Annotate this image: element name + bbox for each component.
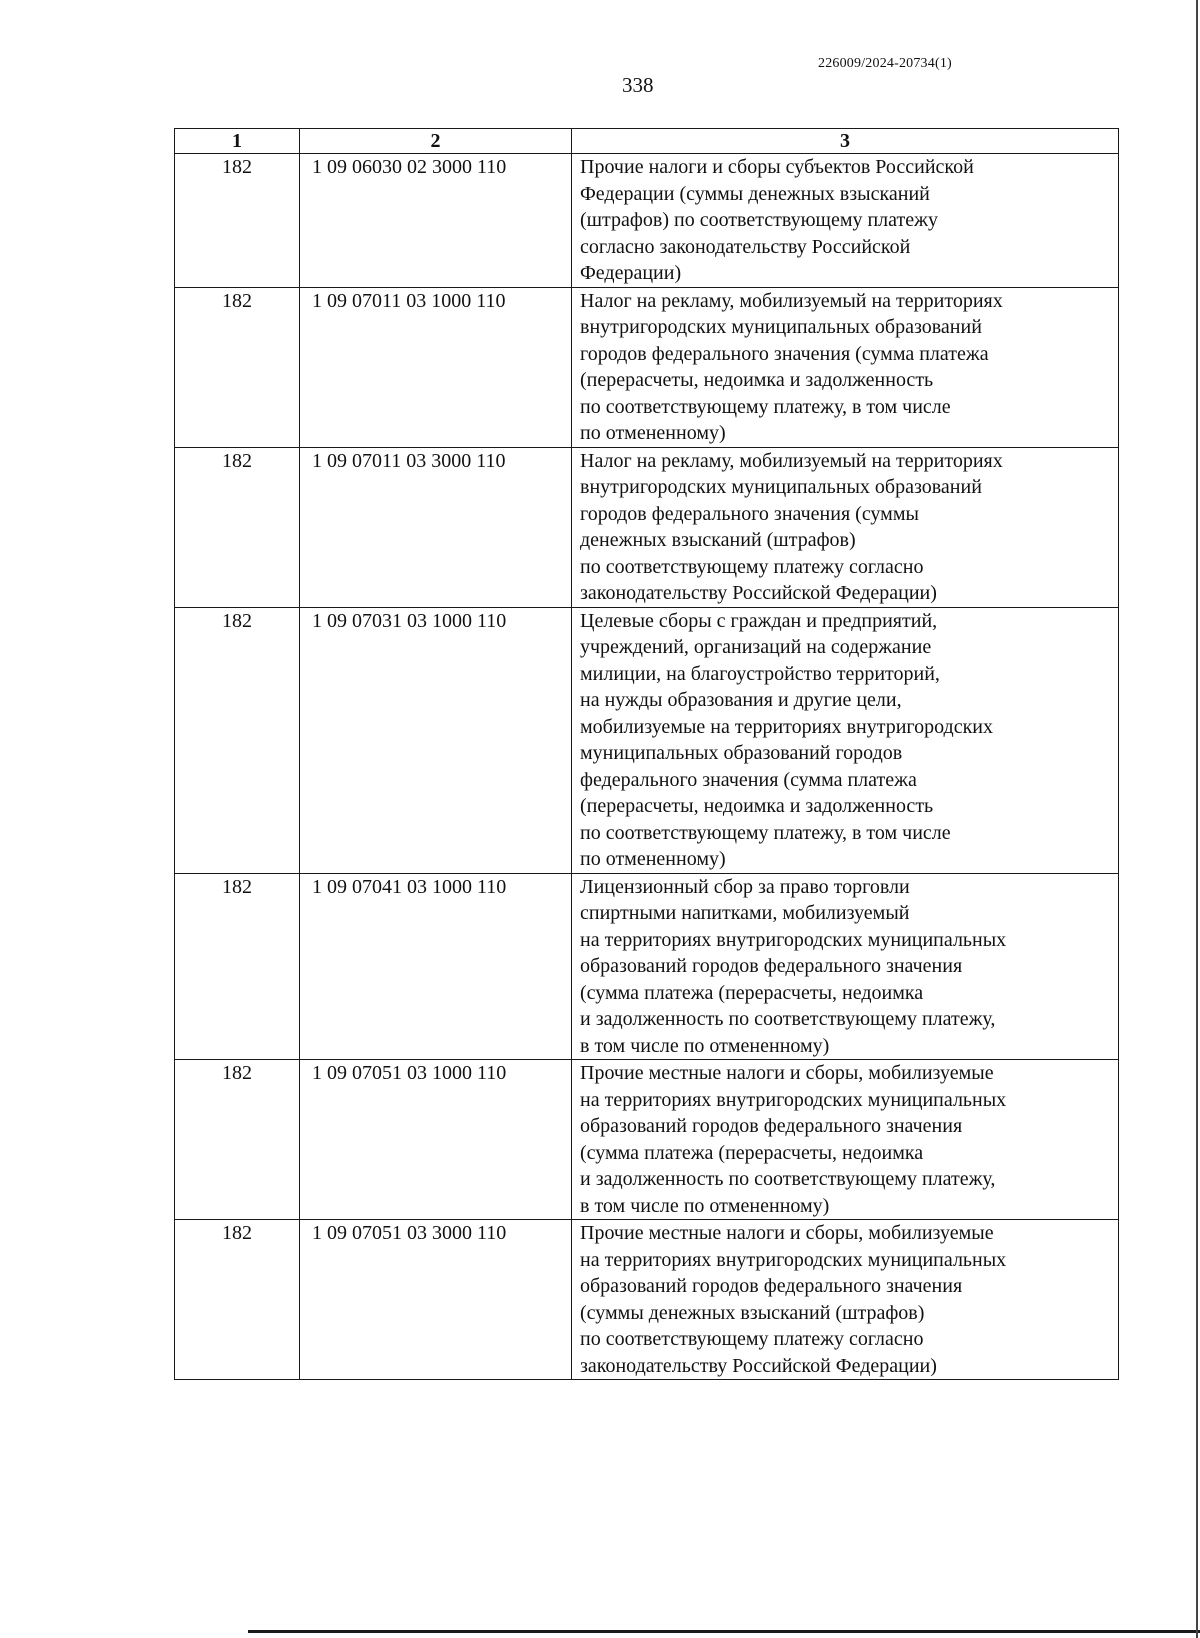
administrator-code-cell: 182 (175, 873, 300, 1060)
table-header-row (175, 129, 1119, 154)
column-header-3: 3 (572, 129, 1119, 154)
table-row (175, 607, 1119, 873)
budget-classification-code-cell: 1 09 07031 03 1000 110 (300, 607, 572, 873)
table-row (175, 873, 1119, 1060)
budget-codes-table (174, 128, 1119, 1380)
budget-classification-code-cell: 1 09 06030 02 3000 110 (300, 154, 572, 288)
budget-codes-table-container (174, 128, 1118, 1380)
table-row (175, 1220, 1119, 1380)
administrator-code-cell: 182 (175, 447, 300, 607)
administrator-code-cell: 182 (175, 607, 300, 873)
budget-classification-code-cell: 1 09 07011 03 3000 110 (300, 447, 572, 607)
budget-classification-code-cell: 1 09 07051 03 1000 110 (300, 1060, 572, 1220)
revenue-description-cell: Прочие местные налоги и сборы, мобилизуемые на территориях внутригородских муниципальных образований городов федерального значения (сумма платежа (перерасчеты, недоимка и задолженность по соответствующему платежу, в том числе по отмененному) (572, 1060, 1119, 1220)
page-number: 338 (622, 73, 654, 97)
revenue-description-cell: Налог на рекламу, мобилизуемый на территориях внутригородских муниципальных образований городов федерального значения (сумма платежа (перерасчеты, недоимка и задолженность по соответствующему платежу, в том числе по отмененному) (572, 287, 1119, 447)
revenue-description-cell: Прочие налоги и сборы субъектов Российской Федерации (суммы денежных взысканий (штрафов) по соответствующему платежу согласно законодательству Российской Федерации) (572, 154, 1119, 288)
budget-classification-code-cell: 1 09 07051 03 3000 110 (300, 1220, 572, 1380)
budget-classification-code-cell: 1 09 07041 03 1000 110 (300, 873, 572, 1060)
document-registration-number: 226009/2024-20734(1) (818, 56, 952, 71)
table-row (175, 447, 1119, 607)
administrator-code-cell: 182 (175, 1220, 300, 1380)
column-header-2: 2 (300, 129, 572, 154)
column-header-1: 1 (175, 129, 300, 154)
revenue-description-cell: Прочие местные налоги и сборы, мобилизуемые на территориях внутригородских муниципальных образований городов федерального значения (суммы денежных взысканий (штрафов) по соответствующему платежу согласно законодательству Российской Федерации) (572, 1220, 1119, 1380)
revenue-description-cell: Лицензионный сбор за право торговли спиртными напитками, мобилизуемый на территориях внутригородских муниципальных образований городов федерального значения (сумма платежа (перерасчеты, недоимка и задолженность по соответствующему платежу, в том числе по отмененному) (572, 873, 1119, 1060)
administrator-code-cell: 182 (175, 154, 300, 288)
table-row (175, 154, 1119, 288)
revenue-description-cell: Целевые сборы с граждан и предприятий, учреждений, организаций на содержание милиции, на благоустройство территорий, на нужды образования и другие цели, мобилизуемые на территориях внутригородских муниципальных образований городов федерального значения (сумма платежа (перерасчеты, недоимка и задолженность по соответствующему платежу, в том числе по отмененному) (572, 607, 1119, 873)
administrator-code-cell: 182 (175, 1060, 300, 1220)
table-row (175, 1060, 1119, 1220)
scan-right-edge-line (1196, 0, 1198, 1638)
table-row (175, 287, 1119, 447)
revenue-description-cell: Налог на рекламу, мобилизуемый на территориях внутригородских муниципальных образований городов федерального значения (суммы денежных взысканий (штрафов) по соответствующему платежу согласно законодательству Российской Федерации) (572, 447, 1119, 607)
budget-classification-code-cell: 1 09 07011 03 1000 110 (300, 287, 572, 447)
scan-bottom-edge-line (248, 1630, 1200, 1633)
administrator-code-cell: 182 (175, 287, 300, 447)
